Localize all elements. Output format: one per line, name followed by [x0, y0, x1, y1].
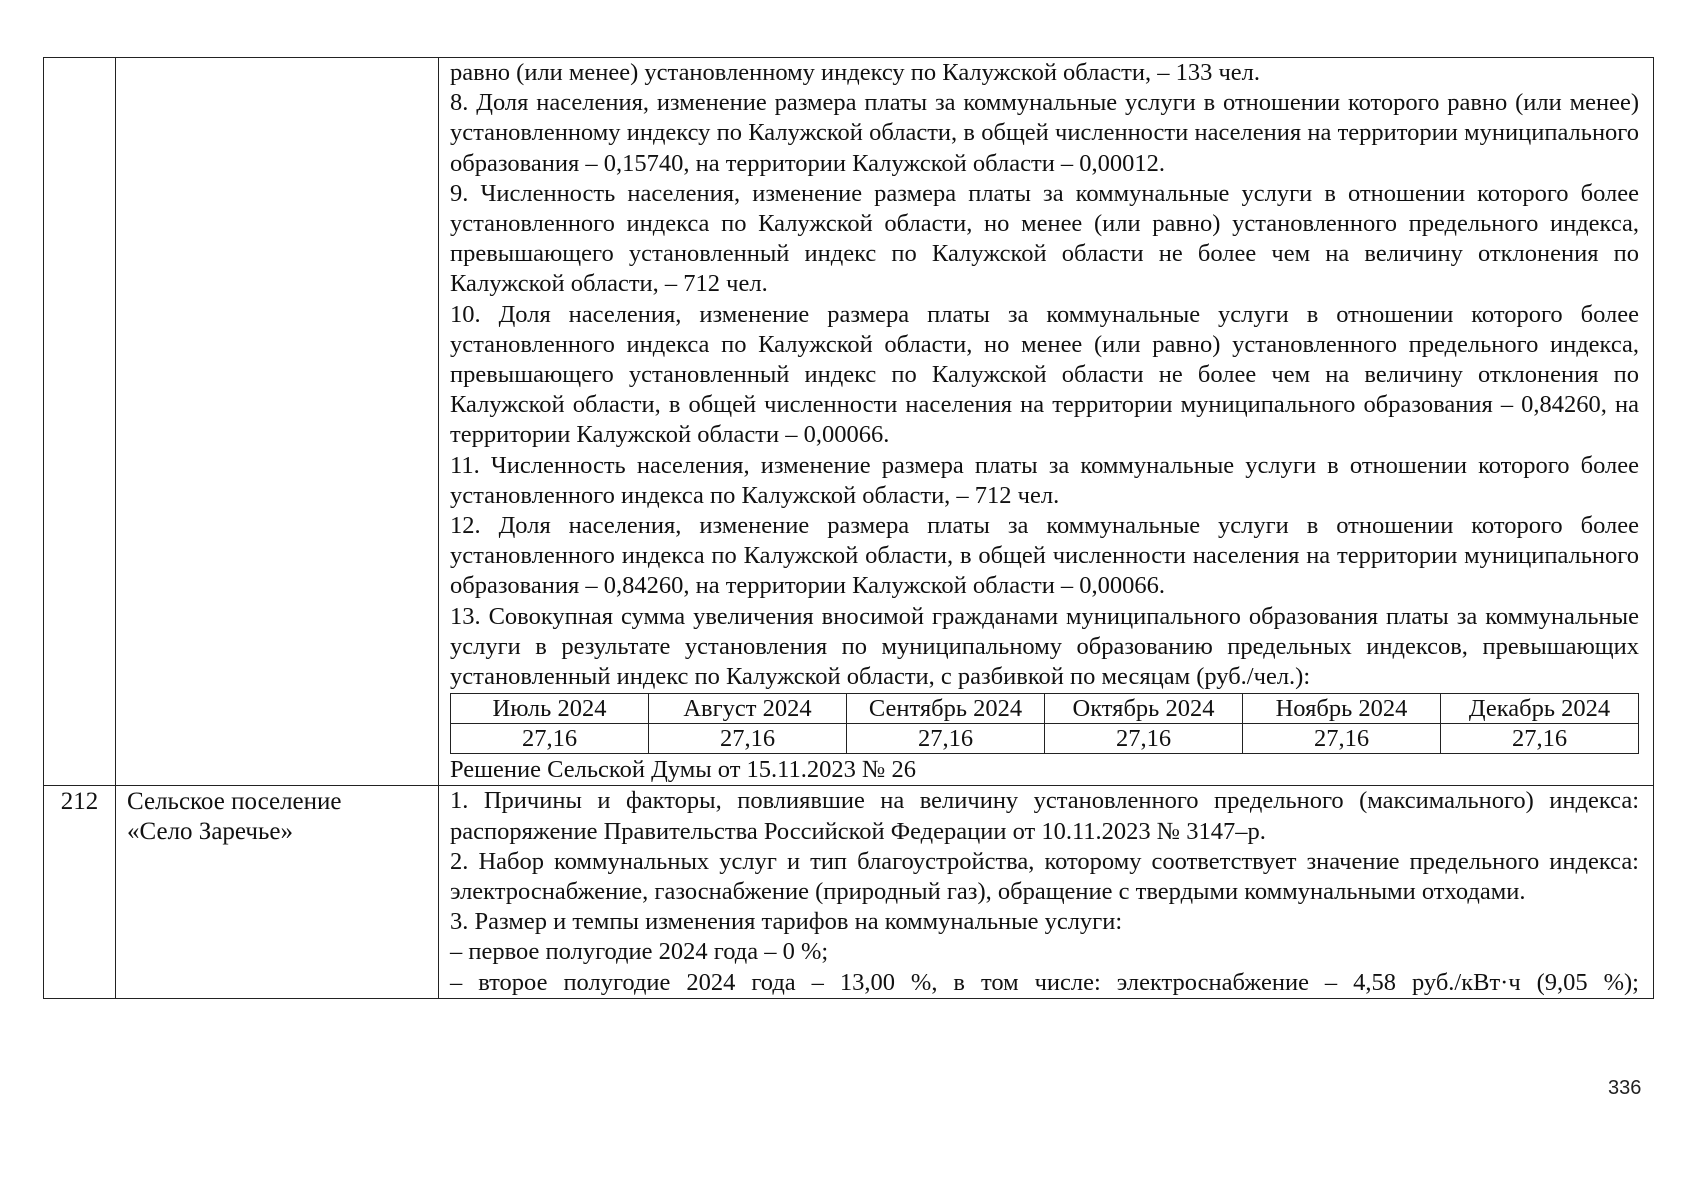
document-table [43, 57, 1654, 999]
row-name-cell [116, 786, 439, 998]
municipality-name-line: «Село Заречье» [127, 818, 293, 846]
month-value: 27,16 [847, 724, 1045, 754]
month-value: 27,16 [1045, 724, 1243, 754]
month-value: 27,16 [1441, 724, 1639, 754]
list-item: – второе полугодие 2024 года – 13,00 %, в том числе: электроснабжение – 4,58 руб./кВт·ч (9,05 %); [450, 968, 1639, 996]
month-header: Декабрь 2024 [1441, 694, 1639, 724]
municipality-name-line: Сельское поселение [127, 788, 342, 816]
paragraph-13: 13. Совокупная сумма увеличения вносимой гражданами муниципального образования платы за коммунальные услуги в результате установления по муниципальному образованию предельных индексов, превышающих установленный индекс по Калужской области, с разбивкой по месяцам (руб./чел.): [450, 602, 1639, 691]
paragraph-8: 8. Доля населения, изменение размера платы за коммунальные услуги в отношении которого равно (или менее) установленному индексу по Калужской области, в общей численности населения на территории муниципального образования – 0,15740, на территории Калужской области – 0,00012. [450, 89, 1639, 177]
decision-line: Решение Сельской Думы от 15.11.2023 № 26 [450, 756, 917, 784]
monthly-table [450, 693, 1639, 754]
paragraph-1: 1. Причины и факторы, повлиявшие на величину установленного предельного (максимального) индекса: распоряжение Правительства Российской Федерации от 10.11.2023 № 3147–р. [450, 787, 1639, 845]
row-content-cell [439, 786, 1654, 998]
table-row [44, 786, 1654, 998]
paragraph-10: 10. Доля населения, изменение размера платы за коммунальные услуги в отношении которого более установленного индекса по Калужской области, но менее (или равно) установленного предельного индекса, превышающего установленный индекс по Калужской области не более чем на величину отклонения по Калужской области, в общей численности населения на территории муниципального образования – 0,84260, на территории Калужской области – 0,00066. [450, 300, 1639, 449]
text-line: равно (или менее) установленному индексу по Калужской области, – 133 чел. [450, 59, 1261, 86]
row-content-cell [439, 58, 1654, 786]
month-header: Октябрь 2024 [1045, 694, 1243, 724]
month-value: 27,16 [1243, 724, 1441, 754]
row-number-cell: 212 [44, 786, 116, 998]
month-header: Июль 2024 [451, 694, 649, 724]
monthly-table-value-row [451, 724, 1639, 754]
month-header: Август 2024 [649, 694, 847, 724]
month-header: Ноябрь 2024 [1243, 694, 1441, 724]
month-header: Сентябрь 2024 [847, 694, 1045, 724]
table-row [44, 58, 1654, 786]
paragraph-9: 9. Численность населения, изменение размера платы за коммунальные услуги в отношении которого более установленного индекса по Калужской области, но менее (или равно) установленного предельного индекса, превышающего установленный индекс по Калужской области не более чем на величину отклонения по Калужской области, – 712 чел. [450, 179, 1639, 298]
list-item: – первое полугодие 2024 года – 0 %; [450, 938, 829, 966]
month-value: 27,16 [451, 724, 649, 754]
monthly-table-header-row [451, 694, 1639, 724]
paragraph-2: 2. Набор коммунальных услуг и тип благоустройства, которому соответствует значение предельного индекса: электроснабжение, газоснабжение (природный газ), обращение с твердыми коммунальными отходами. [450, 847, 1639, 906]
paragraph-3: 3. Размер и темпы изменения тарифов на коммунальные услуги: [450, 908, 1123, 936]
month-value: 27,16 [649, 724, 847, 754]
row-number-cell [44, 58, 116, 786]
row-name-cell [116, 58, 439, 786]
page-number: 336 [1608, 1077, 1642, 1099]
paragraph-11: 11. Численность населения, изменение размера платы за коммунальные услуги в отношении которого более установленного индекса по Калужской области, – 712 чел. [450, 451, 1639, 509]
paragraph-12: 12. Доля населения, изменение размера платы за коммунальные услуги в отношении которого более установленного индекса по Калужской области, в общей численности населения на территории муниципального образования – 0,84260, на территории Калужской области – 0,00066. [450, 512, 1639, 600]
